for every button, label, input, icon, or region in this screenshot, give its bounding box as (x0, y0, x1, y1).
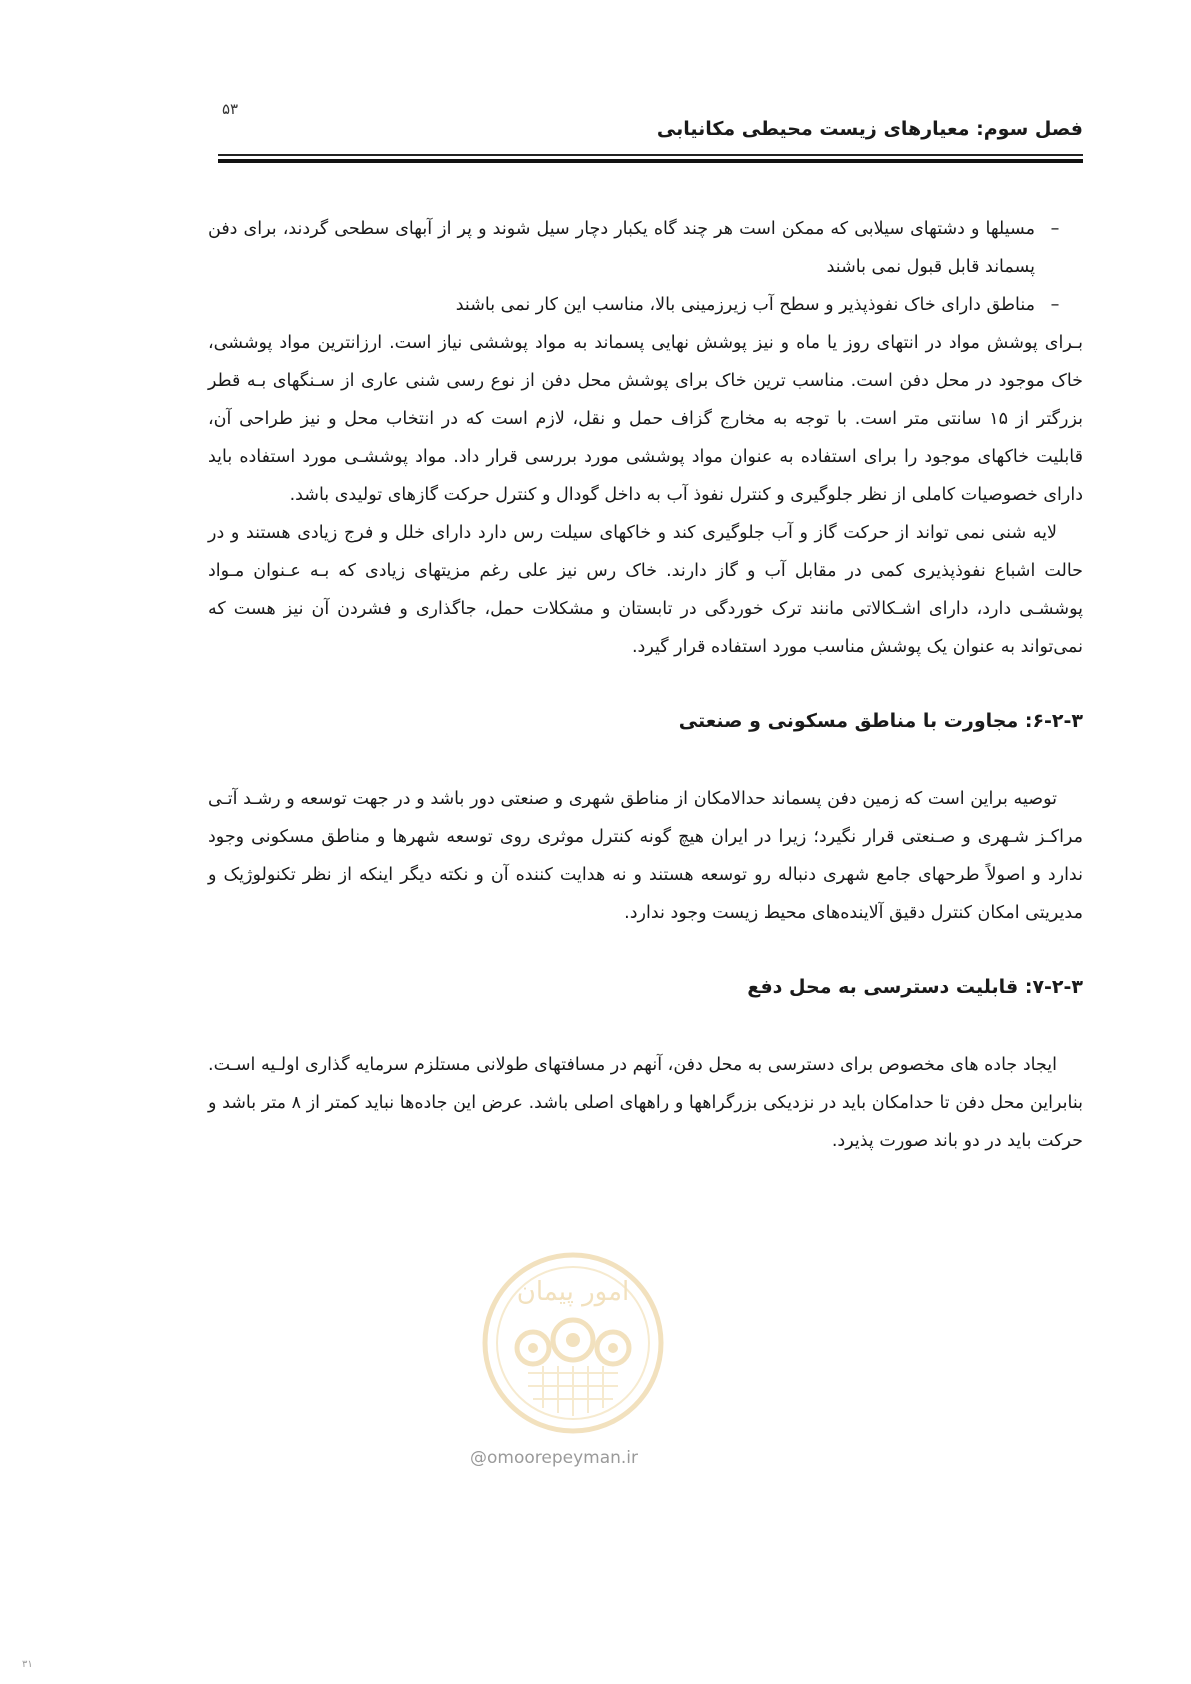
stamp-logo-icon (478, 1248, 668, 1438)
svg-text:امور پیمان: امور پیمان (516, 1277, 630, 1307)
paragraph-soil-layers: لایه شنی نمی تواند از حرکت گاز و آب جلوگیری کند و خاکهای سیلت رس دارد دارای خلل و فرج زیادی هستند و در حالت اشباع نفوذپذیری کمی در مقابل آب و گاز دارند. خاک رس نیز علی رغم مزیتهای زیادی که بـه عـنوان مـواد پوششـی دارد، دارای اشـکالاتی مانند ترک خوردگی در تابستان و مشکلات حمل، جاگذاری و فشردن آن نیز هست که نمی‌تواند به عنوان یک پوشش مناسب مورد استفاده قرار گیرد. (208, 523, 1083, 657)
paragraph-accessibility: ایجاد جاده های مخصوص برای دسترسی به محل دفن، آنهم در مسافتهای طولانی مستلزم سرمایه گذاری اولـیه اسـت. بنابراین محل دفن تا حدامکان باید در نزدیکی بزرگراهها و راههای اصلی باشد. عرض این جاده‌ها نباید کمتر از ۸ متر باشد و حرکت باید در دو باند صورت پذیرد. (208, 1055, 1083, 1151)
section-heading-residential: ۶-۲-۳: مجاورت با مناطق مسکونی و صنعتی (678, 710, 1083, 732)
bullet-dash: – (1050, 295, 1060, 315)
paragraph-residential: توصیه براین است که زمین دفن پسماند حدالامکان از مناطق شهری و صنعتی دور باشد و در جهت توسعه و رشـد آتـی مراکـز شـهری و صـنعتی قرار نگیرد؛ زیرا در ایران هیچ گونه کنترل موثری روی توسعه شهرها و مناطق مسکونی وجود ندارد و اصولاً طرحهای جامع شهری دنباله رو توسعه هستند و نه هدایت کننده آن و نکته دیگر اینکه از نظر تکنولوژیک و مدیریتی امکان کنترل دقیق آلاینده‌های محیط زیست وجود ندارد. (208, 789, 1083, 923)
watermark-text: @omoorepeyman.ir (470, 1448, 639, 1468)
page-number: ۵۳ (222, 100, 239, 118)
header-rule-thick (218, 159, 1083, 163)
corner-mark: ۳۱ (22, 1659, 33, 1670)
bullet-dash: – (1050, 219, 1060, 239)
header-rule-thin (218, 154, 1083, 156)
bullet-text: مناطق دارای خاک نفوذپذیر و سطح آب زیرزمینی بالا، مناسب این کار نمی باشند (455, 295, 1035, 315)
bullet-item (208, 210, 1075, 286)
paragraph-cover-materials: بـرای پوشش مواد در انتهای روز یا ماه و نیز پوشش نهایی پسماند به مواد پوششی نیاز است. ارزانترین مواد پوششی، خاک موجود در محل دفن است. مناسب ترین خاک برای پوشش محل دفن از نوع رسی شنی عاری از سـنگهای بـه قطر بزرگتر از ۱۵ سانتی متر است. با توجه به مخارج گزاف حمل و نقل، لازم است که در انتخاب محل و نیز طراحی آن، قابلیت خاکهای موجود را برای استفاده به عنوان مواد پوششی مورد بررسی قرار داد. مواد پوششـی مورد استفاده باید دارای خصوصیات کاملی از نظر جلوگیری و کنترل نفوذ آب به داخل گودال و کنترل حرکت گازهای تولیدی باشد. (208, 333, 1083, 505)
bullet-text: مسیلها و دشتهای سیلابی که ممکن است هر چند گاه یکبار دچار سیل شوند و پر از آبهای سطحی گردند، برای دفن پسماند قابل قبول نمی باشند (208, 219, 1035, 277)
section-heading-accessibility: ۷-۲-۳: قابلیت دسترسی به محل دفع (747, 976, 1083, 998)
bullet-item (208, 286, 1075, 324)
chapter-title: فصل سوم: معیارهای زیست محیطی مکانیابی (656, 118, 1083, 140)
document-body (208, 210, 1083, 1160)
